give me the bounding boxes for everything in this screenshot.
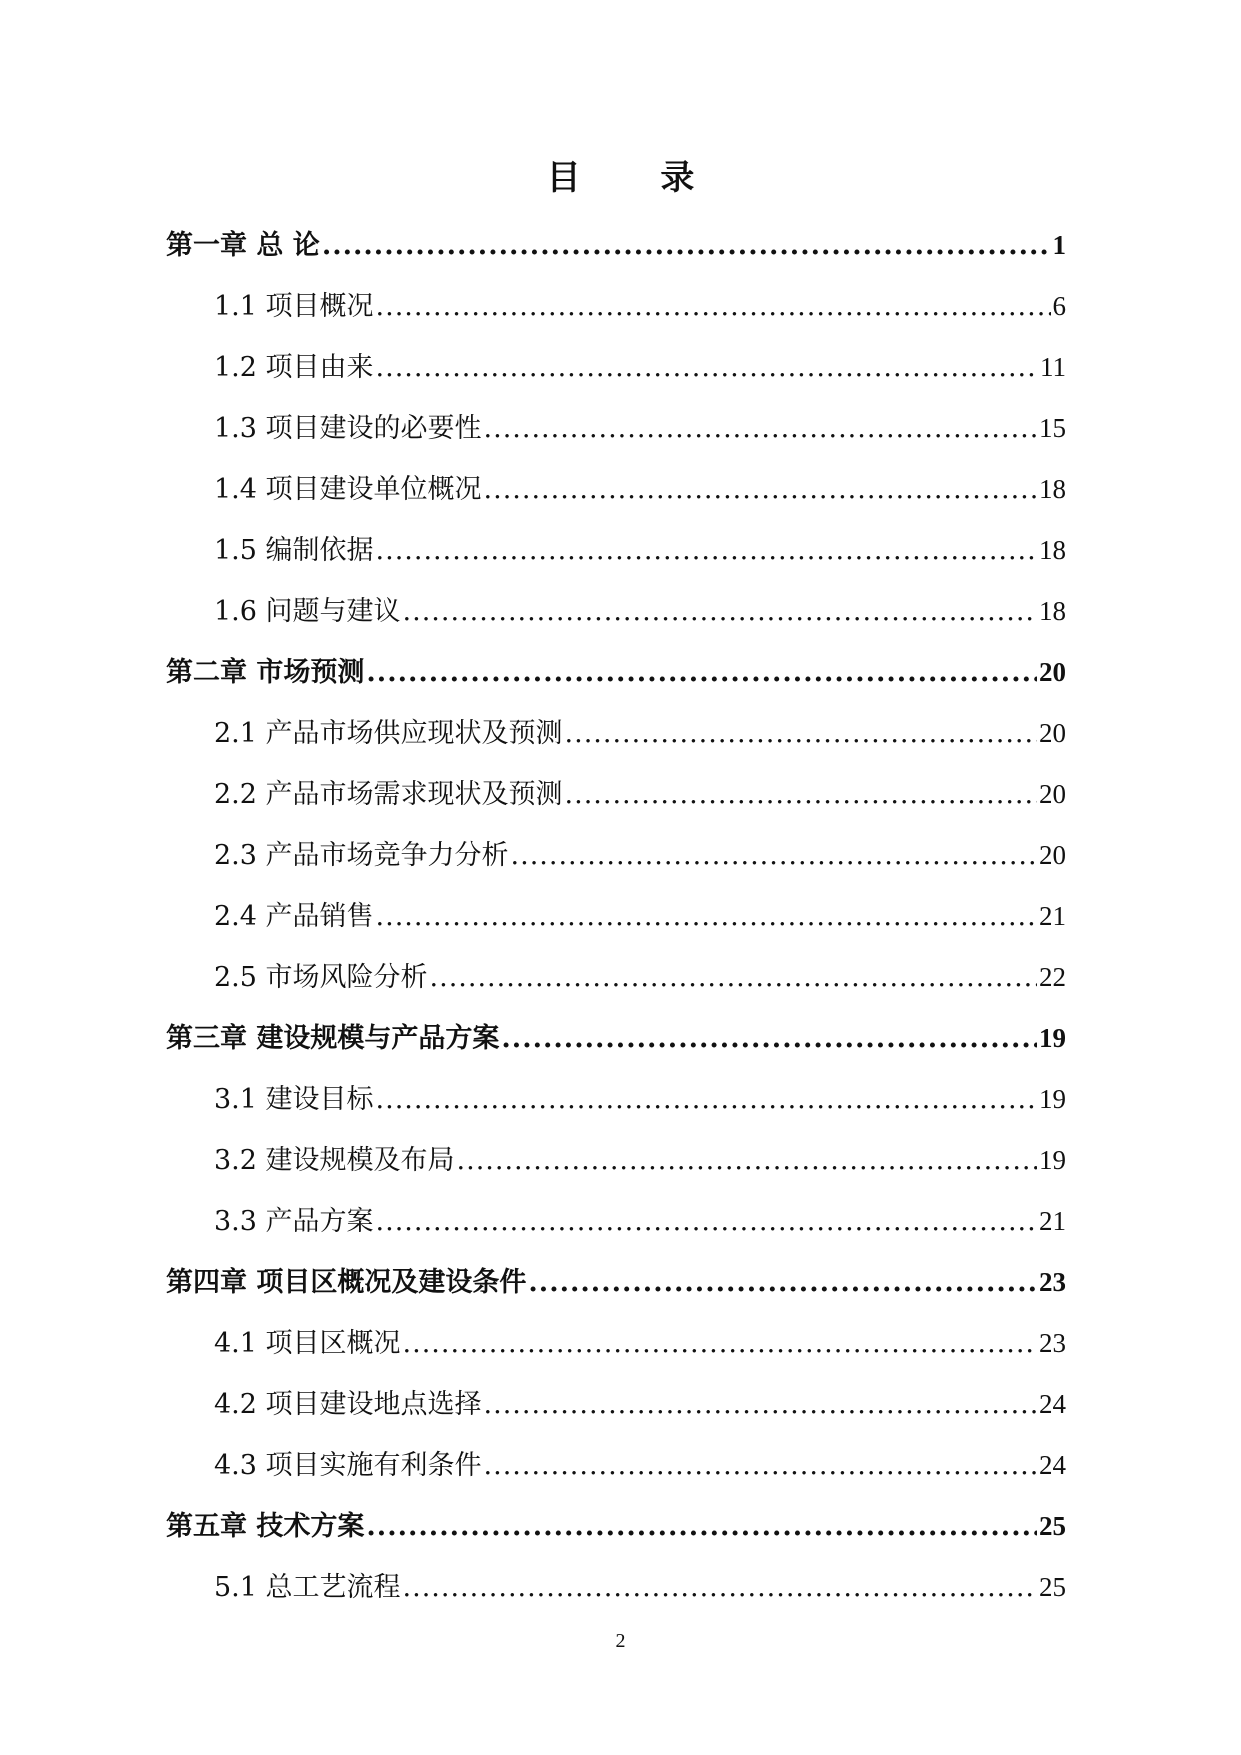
toc-section-entry[interactable] (166, 947, 1066, 1008)
toc-entry-page: 21 (1039, 901, 1066, 931)
toc-section-entry[interactable] (166, 337, 1066, 398)
toc-list (166, 215, 1066, 1618)
toc-entry-label: 2.4 产品销售 (214, 901, 374, 932)
toc-entry-page: 20 (1039, 657, 1066, 687)
toc-dot-leader (403, 1557, 1037, 1618)
toc-dot-leader (376, 337, 1038, 398)
toc-entry-page: 18 (1039, 596, 1066, 626)
page-number: 2 (615, 1630, 626, 1652)
toc-section-entry[interactable] (166, 1374, 1066, 1435)
toc-dot-leader (403, 1313, 1037, 1374)
toc-entry-page: 24 (1039, 1389, 1066, 1419)
toc-entry-label: 第五章 技术方案 (166, 1511, 365, 1542)
toc-entry-page: 25 (1039, 1572, 1066, 1602)
toc-entry-label: 1.6 问题与建议 (214, 596, 401, 627)
toc-entry-page: 20 (1039, 779, 1066, 809)
toc-entry-label: 2.5 市场风险分析 (214, 962, 428, 993)
toc-entry-page: 15 (1039, 413, 1066, 443)
toc-dot-leader (376, 520, 1037, 581)
toc-entry-page: 19 (1039, 1023, 1066, 1053)
toc-entry-label: 3.3 产品方案 (214, 1206, 374, 1237)
toc-entry-label: 第一章 总 论 (166, 230, 320, 261)
toc-dot-leader (376, 1191, 1037, 1252)
toc-entry-label: 3.1 建设目标 (214, 1084, 374, 1115)
toc-chapter-entry[interactable] (166, 1008, 1066, 1069)
toc-dot-leader (457, 1130, 1037, 1191)
toc-entry-page: 24 (1039, 1450, 1066, 1480)
toc-chapter-entry[interactable] (166, 215, 1066, 276)
toc-entry-page: 20 (1039, 718, 1066, 748)
toc-section-entry[interactable] (166, 703, 1066, 764)
toc-section-entry[interactable] (166, 1557, 1066, 1618)
toc-entry-label: 3.2 建设规模及布局 (214, 1145, 455, 1176)
toc-entry-label: 第二章 市场预测 (166, 657, 365, 688)
toc-entry-label: 4.2 项目建设地点选择 (214, 1389, 482, 1420)
toc-entry-label: 5.1 总工艺流程 (214, 1572, 401, 1603)
toc-entry-label: 1.4 项目建设单位概况 (214, 474, 482, 505)
toc-section-entry[interactable] (166, 825, 1066, 886)
toc-entry-page: 23 (1039, 1328, 1066, 1358)
toc-dot-leader (322, 215, 1051, 276)
toc-section-entry[interactable] (166, 398, 1066, 459)
toc-dot-leader (501, 1008, 1037, 1069)
toc-dot-leader (484, 1435, 1037, 1496)
toc-dot-leader (511, 825, 1037, 886)
toc-entry-page: 21 (1039, 1206, 1066, 1236)
toc-entry-label: 第三章 建设规模与产品方案 (166, 1023, 500, 1054)
toc-dot-leader (565, 703, 1037, 764)
toc-entry-label: 2.3 产品市场竞争力分析 (214, 840, 509, 871)
toc-entry-label: 4.3 项目实施有利条件 (214, 1450, 482, 1481)
toc-dot-leader (403, 581, 1037, 642)
toc-entry-page: 18 (1039, 474, 1066, 504)
toc-entry-page: 6 (1052, 291, 1066, 321)
toc-section-entry[interactable] (166, 764, 1066, 825)
toc-dot-leader (484, 398, 1037, 459)
toc-title: 目 录 (546, 158, 729, 198)
toc-dot-leader (528, 1252, 1037, 1313)
toc-chapter-entry[interactable] (166, 1496, 1066, 1557)
toc-dot-leader (484, 459, 1037, 520)
toc-section-entry[interactable] (166, 1313, 1066, 1374)
toc-dot-leader (376, 886, 1037, 947)
toc-entry-label: 1.5 编制依据 (214, 535, 374, 566)
toc-chapter-entry[interactable] (166, 642, 1066, 703)
toc-section-entry[interactable] (166, 520, 1066, 581)
toc-entry-label: 1.3 项目建设的必要性 (214, 413, 482, 444)
toc-entry-page: 22 (1039, 962, 1066, 992)
toc-entry-page: 11 (1040, 352, 1066, 382)
toc-section-entry[interactable] (166, 1069, 1066, 1130)
toc-section-entry[interactable] (166, 276, 1066, 337)
toc-dot-leader (376, 276, 1051, 337)
toc-entry-label: 2.1 产品市场供应现状及预测 (214, 718, 563, 749)
toc-section-entry[interactable] (166, 886, 1066, 947)
toc-entry-label: 4.1 项目区概况 (214, 1328, 401, 1359)
toc-entry-page: 25 (1039, 1511, 1066, 1541)
toc-entry-page: 19 (1039, 1084, 1066, 1114)
toc-section-entry[interactable] (166, 581, 1066, 642)
toc-section-entry[interactable] (166, 459, 1066, 520)
toc-dot-leader (430, 947, 1037, 1008)
toc-dot-leader (376, 1069, 1037, 1130)
toc-entry-page: 1 (1052, 230, 1066, 260)
toc-entry-page: 20 (1039, 840, 1066, 870)
toc-entry-page: 18 (1039, 535, 1066, 565)
toc-entry-label: 2.2 产品市场需求现状及预测 (214, 779, 563, 810)
toc-entry-page: 23 (1039, 1267, 1066, 1297)
toc-entry-label: 第四章 项目区概况及建设条件 (166, 1267, 527, 1298)
toc-entry-label: 1.2 项目由来 (214, 352, 374, 383)
toc-dot-leader (565, 764, 1037, 825)
toc-chapter-entry[interactable] (166, 1252, 1066, 1313)
toc-entry-label: 1.1 项目概况 (214, 291, 374, 322)
toc-dot-leader (484, 1374, 1037, 1435)
toc-section-entry[interactable] (166, 1435, 1066, 1496)
toc-section-entry[interactable] (166, 1191, 1066, 1252)
toc-dot-leader (366, 642, 1037, 703)
toc-section-entry[interactable] (166, 1130, 1066, 1191)
toc-dot-leader (366, 1496, 1037, 1557)
toc-entry-page: 19 (1039, 1145, 1066, 1175)
